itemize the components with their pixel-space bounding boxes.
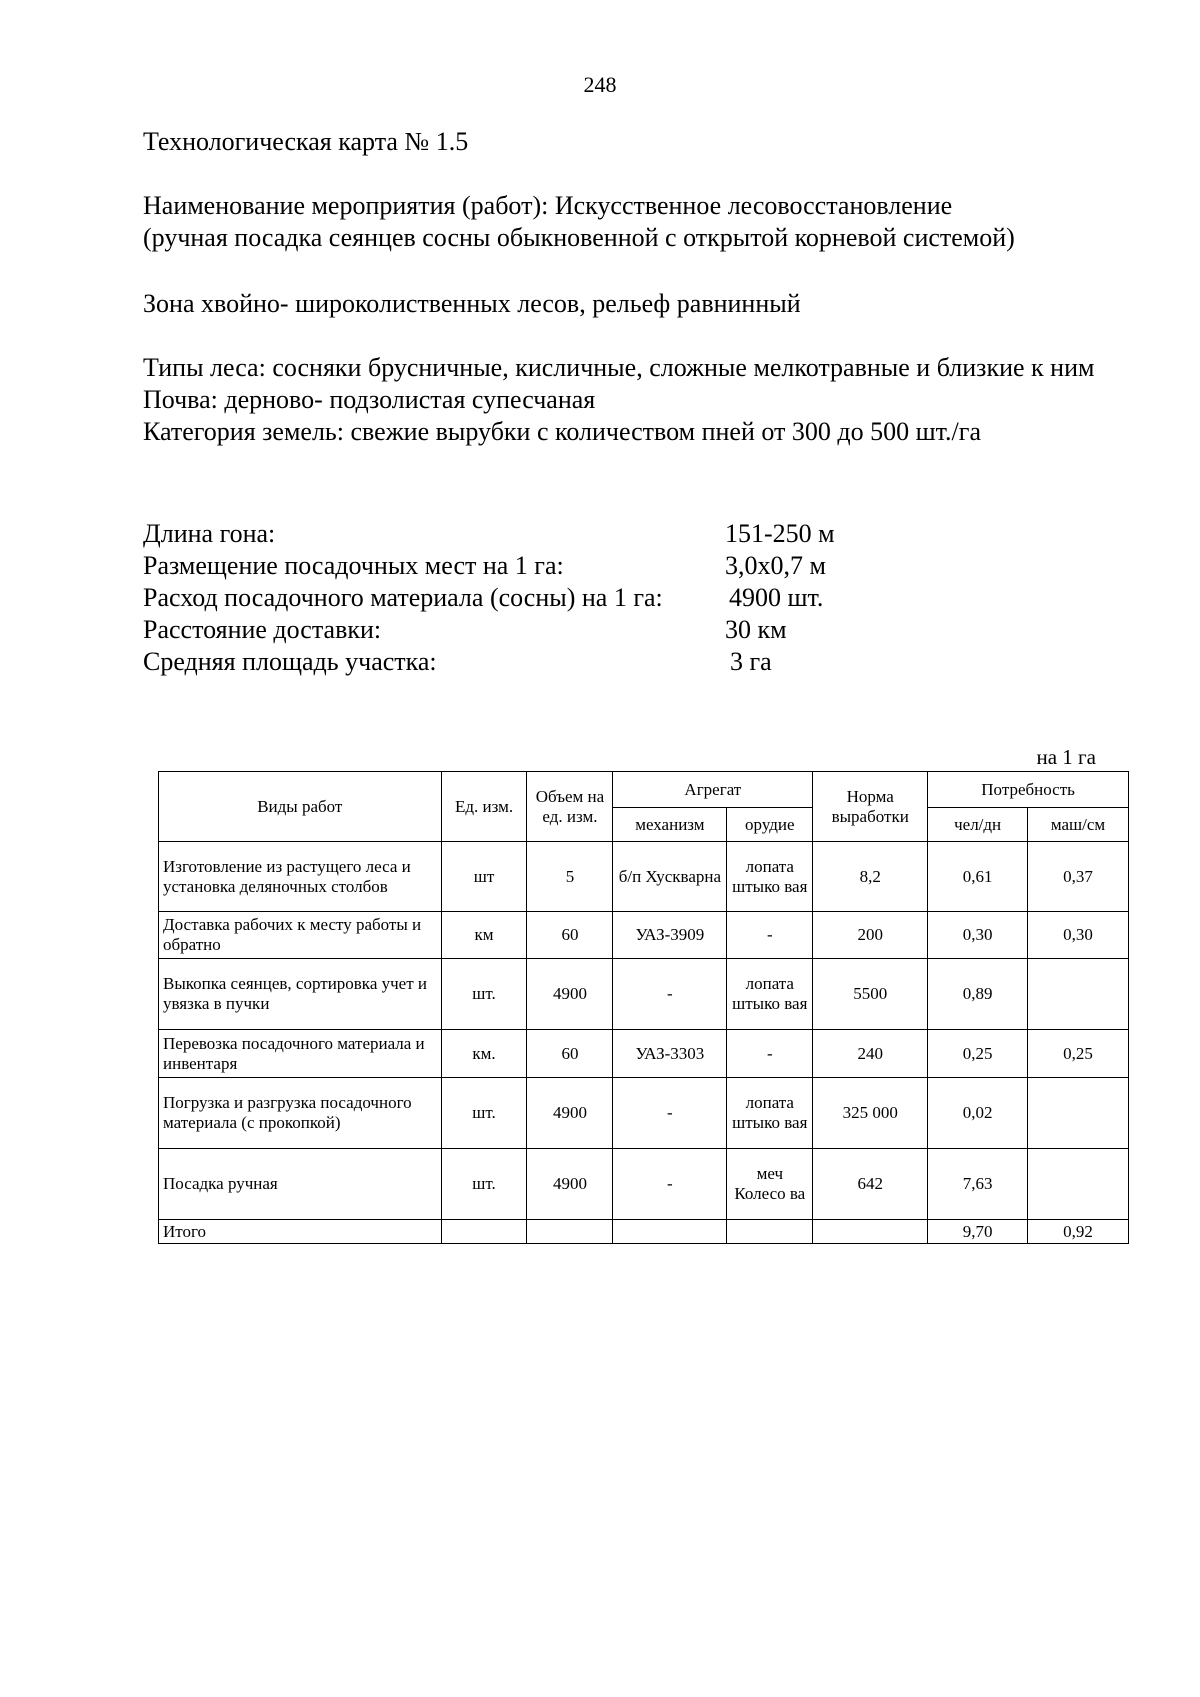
tool-cell: - <box>727 912 813 959</box>
man-days-cell: 0,61 <box>928 842 1028 912</box>
param-value: 3 га <box>730 647 772 676</box>
table-row <box>159 959 1129 1030</box>
header-man-days: чел/дн <box>928 808 1028 842</box>
tool-cell: - <box>727 1030 813 1078</box>
norm-cell: 200 <box>813 912 928 959</box>
table-row <box>159 1149 1129 1220</box>
mechanism-cell: - <box>613 1149 727 1220</box>
empty-cell <box>727 1220 813 1244</box>
man-days-cell: 0,89 <box>928 959 1028 1030</box>
work-cell: Погрузка и разгрузка посадочного материала (с прокопкой) <box>159 1078 442 1149</box>
norm-cell: 325 000 <box>813 1078 928 1149</box>
work-cell: Выкопка сеянцев, сортировка учет и увязка в пучки <box>159 959 442 1030</box>
empty-cell <box>441 1220 527 1244</box>
norm-cell: 240 <box>813 1030 928 1078</box>
mechanism-cell: УАЗ-3303 <box>613 1030 727 1078</box>
measure-line-2: (ручная посадка сеянцев сосны обыкновенной с открытой корневой системой) <box>143 223 1015 252</box>
empty-cell <box>613 1220 727 1244</box>
total-machine-shifts: 0,92 <box>1028 1220 1129 1244</box>
volume-cell: 5 <box>527 842 613 912</box>
man-days-cell: 0,25 <box>928 1030 1028 1078</box>
measure-line-1: Наименование мероприятия (работ): Искусственное лесовосстановление <box>143 191 953 220</box>
total-label: Итого <box>159 1220 442 1244</box>
header-work-type: Виды работ <box>159 772 442 842</box>
mechanism-cell: УАЗ-3909 <box>613 912 727 959</box>
unit-cell: шт. <box>441 1149 527 1220</box>
volume-cell: 4900 <box>527 1149 613 1220</box>
work-cell: Изготовление из растущего леса и установка деляночных столбов <box>159 842 442 912</box>
header-mechanism: механизм <box>613 808 727 842</box>
machine-shifts-cell: 0,37 <box>1028 842 1129 912</box>
mechanism-cell: - <box>613 959 727 1030</box>
header-need: Потребность <box>928 772 1129 808</box>
param-label: Размещение посадочных мест на 1 га: <box>143 551 564 580</box>
measure-name <box>143 190 1015 254</box>
land-category: Категория земель: свежие вырубки с количеством пней от 300 до 500 шт./га <box>143 417 981 446</box>
param-value: 4900 шт. <box>729 583 824 612</box>
man-days-cell: 7,63 <box>928 1149 1028 1220</box>
param-label: Длина гона: <box>143 519 276 548</box>
volume-cell: 60 <box>527 1030 613 1078</box>
man-days-cell: 0,02 <box>928 1078 1028 1149</box>
param-label: Расход посадочного материала (сосны) на 1 га: <box>143 583 663 612</box>
header-row-top <box>159 772 1129 808</box>
work-cell: Перевозка посадочного материала и инвентаря <box>159 1030 442 1078</box>
total-man-days: 9,70 <box>928 1220 1028 1244</box>
forest-types: Типы леса: сосняки брусничные, кисличные, сложные мелкотравные и близкие к ним <box>143 353 1095 382</box>
site-conditions <box>143 352 1158 448</box>
volume-cell: 4900 <box>527 1078 613 1149</box>
volume-cell: 4900 <box>527 959 613 1030</box>
empty-cell <box>527 1220 613 1244</box>
machine-shifts-cell: 0,30 <box>1028 912 1129 959</box>
work-cell: Посадка ручная <box>159 1149 442 1220</box>
machine-shifts-cell <box>1028 959 1129 1030</box>
header-tool: орудие <box>727 808 813 842</box>
header-machine-shifts: маш/см <box>1028 808 1129 842</box>
param-value: 30 км <box>725 615 787 644</box>
machine-shifts-cell: 0,25 <box>1028 1030 1129 1078</box>
param-value: 3,0х0,7 м <box>725 551 826 580</box>
norm-cell: 8,2 <box>813 842 928 912</box>
header-norm: Норма выработки <box>813 772 928 842</box>
table-total-row <box>159 1220 1129 1244</box>
param-value: 151-250 м <box>725 519 835 548</box>
unit-cell: км. <box>441 1030 527 1078</box>
tool-cell: лопата штыко вая <box>727 959 813 1030</box>
page-number: 248 <box>583 72 617 97</box>
mechanism-cell: - <box>613 1078 727 1149</box>
mechanism-cell: б/п Хускварна <box>613 842 727 912</box>
card-title: Технологическая карта № 1.5 <box>143 127 469 156</box>
works-table <box>158 771 1129 1244</box>
volume-cell: 60 <box>527 912 613 959</box>
tool-cell: меч Колесо ва <box>727 1149 813 1220</box>
work-cell: Доставка рабочих к месту работы и обратно <box>159 912 442 959</box>
tool-cell: лопата штыко вая <box>727 842 813 912</box>
norm-cell: 642 <box>813 1149 928 1220</box>
unit-cell: шт. <box>441 959 527 1030</box>
norm-cell: 5500 <box>813 959 928 1030</box>
machine-shifts-cell <box>1028 1078 1129 1149</box>
header-volume: Объем на ед. изм. <box>527 772 613 842</box>
machine-shifts-cell <box>1028 1149 1129 1220</box>
unit-cell: шт. <box>441 1078 527 1149</box>
param-label: Расстояние доставки: <box>143 615 382 644</box>
soil-line: Почва: дерново- подзолистая супесчаная <box>143 385 596 414</box>
unit-cell: км <box>441 912 527 959</box>
table-row <box>159 1030 1129 1078</box>
table-row <box>159 1078 1129 1149</box>
table-row <box>159 912 1129 959</box>
tool-cell: лопата штыко вая <box>727 1078 813 1149</box>
header-aggregate: Агрегат <box>613 772 813 808</box>
param-label: Средняя площадь участка: <box>143 647 437 676</box>
table-unit-note: на 1 га <box>1036 745 1096 769</box>
header-unit: Ед. изм. <box>441 772 527 842</box>
table-row <box>159 842 1129 912</box>
empty-cell <box>813 1220 928 1244</box>
zone-line: Зона хвойно- широколиственных лесов, рельеф равнинный <box>143 289 801 318</box>
man-days-cell: 0,30 <box>928 912 1028 959</box>
unit-cell: шт <box>441 842 527 912</box>
